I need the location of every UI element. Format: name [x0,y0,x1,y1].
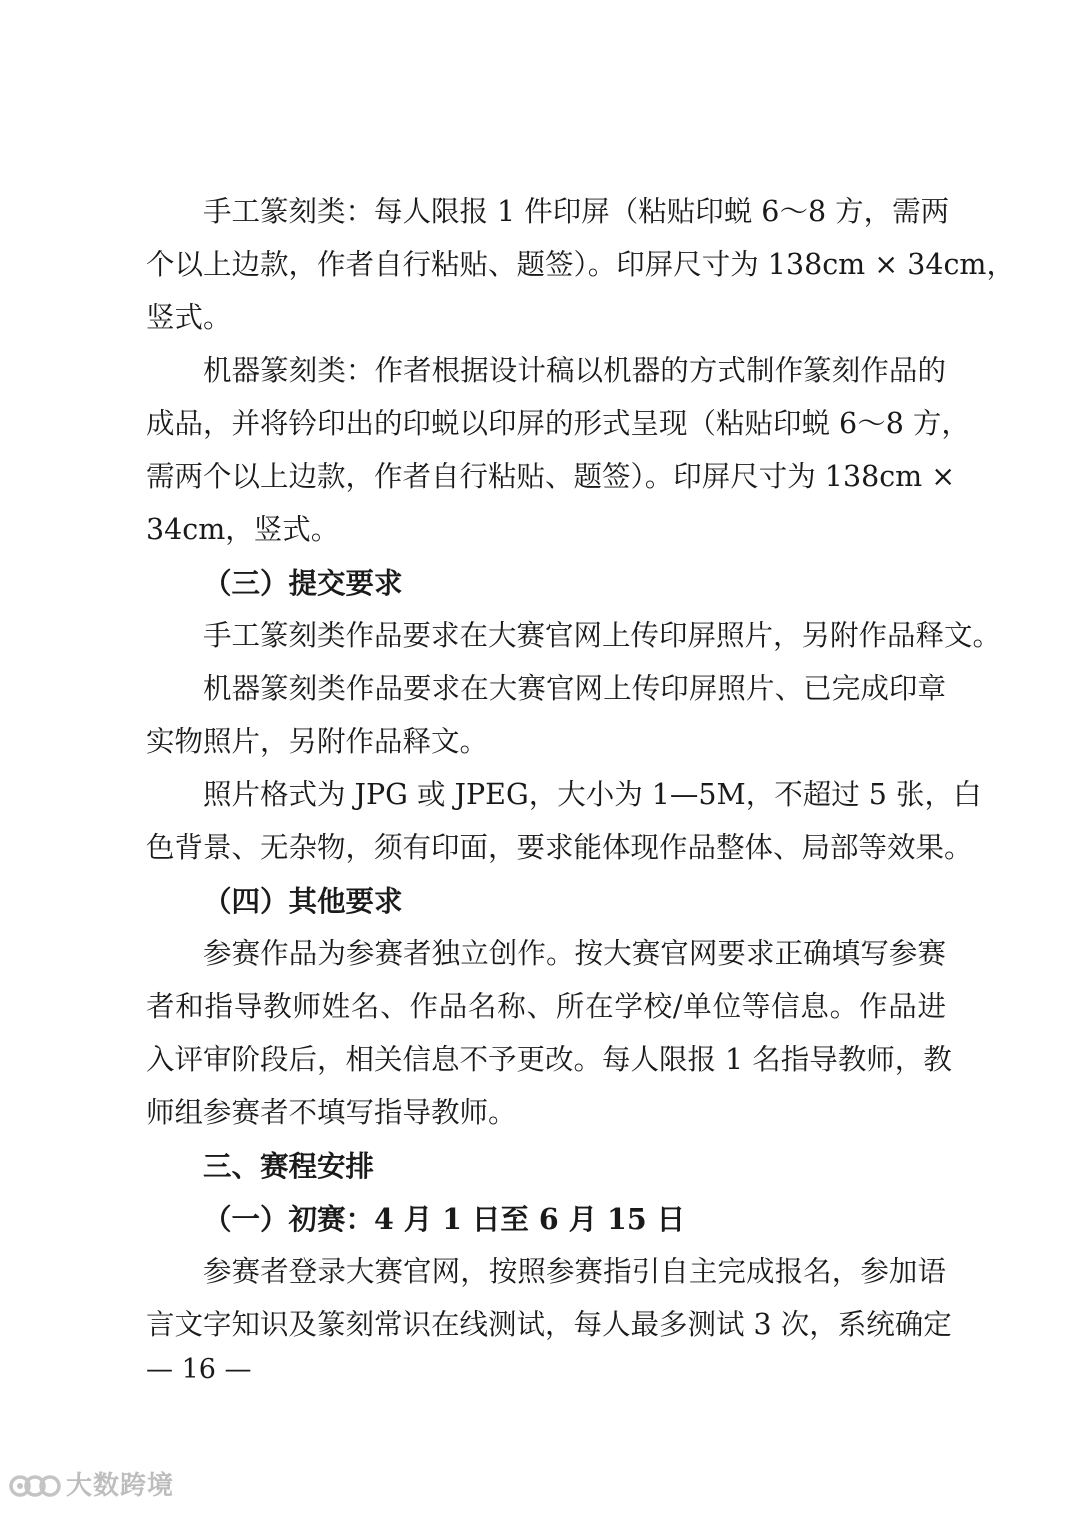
watermark-text: 大数跨境 [66,1471,175,1501]
paragraph-line: 参赛作品为参赛者独立创作。按大赛官网要求正确填写参赛 [203,937,946,970]
chapter-heading: 三、赛程安排 [203,1149,375,1183]
paragraph-line: 个以上边款，作者自行粘贴、题签）。印屏尺寸为 138cm × 34cm， [146,248,1015,281]
watermark [8,1466,174,1506]
paragraph-line: 实物照片，另附作品释文。 [146,725,489,758]
paragraph-line: 手工篆刻类作品要求在大赛官网上传印屏照片，另附作品释文。 [203,619,1002,652]
paragraph-line: 言文字知识及篆刻常识在线测试，每人最多测试 3 次，系统确定 [146,1308,952,1341]
paragraph-line: 照片格式为 JPG 或 JPEG，大小为 1—5M，不超过 5 张，白 [203,778,982,811]
paragraph-line: 参赛者登录大赛官网，按照参赛指引自主完成报名，参加语 [203,1255,946,1288]
watermark-logo-icon [8,1468,62,1504]
section-heading: （四）其他要求 [203,884,403,918]
section-heading: （一）初赛：4 月 1 日至 6 月 15 日 [203,1202,686,1236]
paragraph-line: 手工篆刻类：每人限报 1 件印屏（粘贴印蜕 6～8 方，需两 [203,195,950,228]
paragraph-line: 色背景、无杂物，须有印面，要求能体现作品整体、局部等效果。 [146,831,973,864]
paragraph-line: 成品，并将钤印出的印蜕以印屏的形式呈现（粘贴印蜕 6～8 方， [146,407,970,440]
paragraph-line: 机器篆刻类作品要求在大赛官网上传印屏照片、已完成印章 [203,672,946,705]
paragraph-line: 34cm，竖式。 [146,513,340,546]
page-number: — 16 — [146,1354,252,1385]
paragraph-line: 竖式。 [146,301,232,334]
paragraph-line: 师组参赛者不填写指导教师。 [146,1096,517,1129]
paragraph-line: 入评审阶段后，相关信息不予更改。每人限报 1 名指导教师，教 [146,1043,952,1076]
paragraph-line: 需两个以上边款，作者自行粘贴、题签）。印屏尺寸为 138cm × [146,460,956,493]
paragraph-line: 者和指导教师姓名、作品名称、所在学校/单位等信息。作品进 [146,990,946,1023]
paragraph-line: 机器篆刻类：作者根据设计稿以机器的方式制作篆刻作品的 [203,354,946,387]
section-heading: （三）提交要求 [203,566,403,600]
